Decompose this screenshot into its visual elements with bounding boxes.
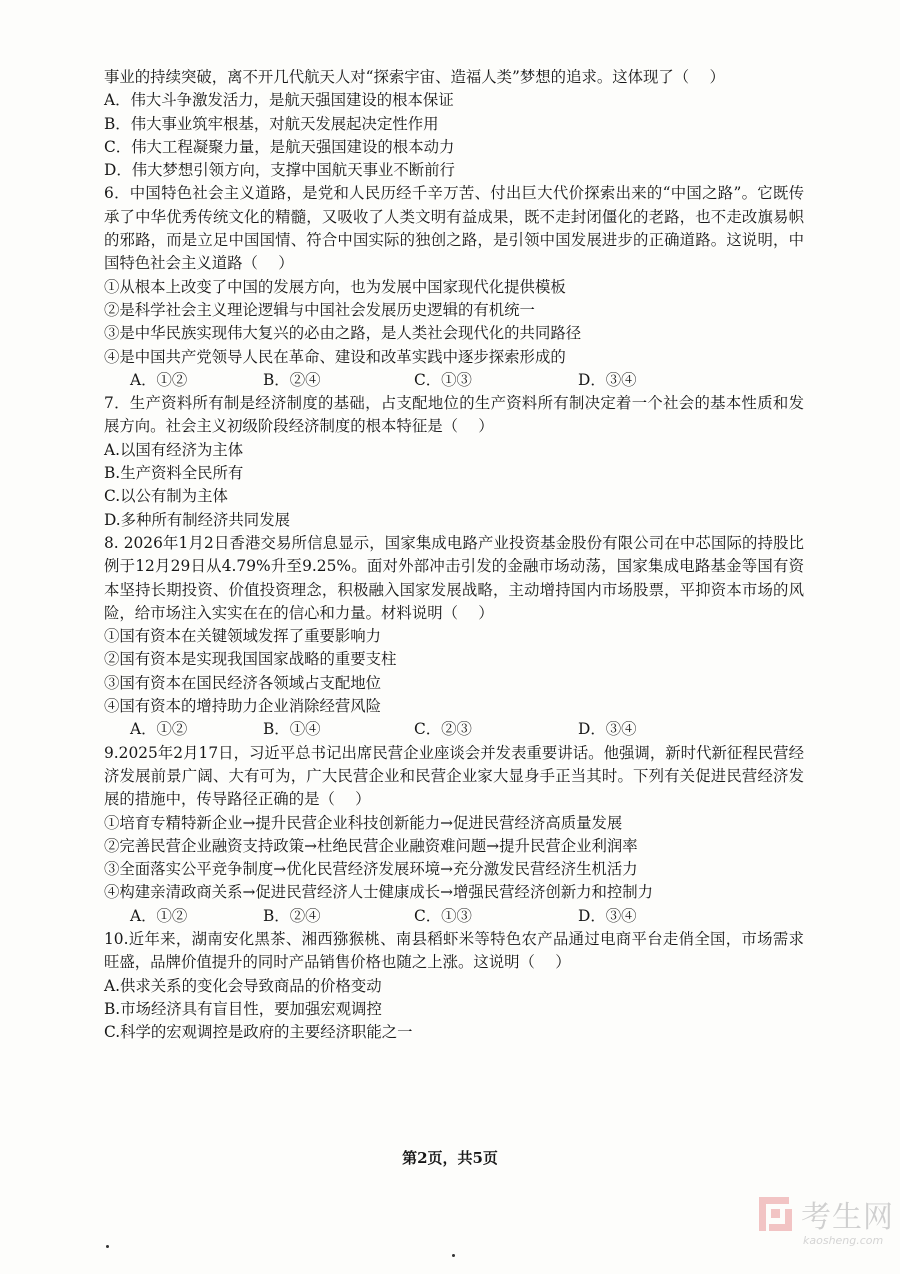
q6-stem: 6．中国特色社会主义道路，是党和人民历经千辛万苦、付出巨大代价探索出来的“中国之路”。它既传承了中华优秀传统文化的精髓，又吸收了人类文明有益成果，既不走封闭僵化的老路，也不走改旗易帜的邪路，而是立足中国国情、符合中国实际的独创之路，是引领中国发展进步的正确道路。这说明，中国特色社会主义道路（ ） [104,184,804,273]
q6-option-a: A．①② [130,370,188,389]
q10-stem: 10.近年来，湖南安化黑茶、湘西猕猴桃、南县稻虾米等特色农产品通过电商平台走俏全国，市场需求旺盛，品牌价值提升的同时产品销售价格也随之上涨。这说明（ ） [104,929,804,972]
q6-option-b: B．②④ [263,370,321,389]
q8-option-b: B．①④ [263,720,321,739]
page-number: 第2页，共5页 [402,1149,498,1167]
q8-item-3: ③国有资本在国民经济各领域占支配地位 [104,673,382,692]
q9-option-b: B．②④ [263,906,321,925]
q9-options [104,905,804,928]
q7-option-b: B.生产资料全民所有 [104,464,244,483]
scan-speck [106,1245,109,1248]
q8-item-1: ①国有资本在关键领域发挥了重要影响力 [104,627,382,646]
page-content [104,66,804,1044]
q9-item-1: ①培育专精特新企业→提升民营企业科技创新能力→促进民营经济高质量发展 [104,813,623,832]
q5-option-d: D．伟大梦想引领方向，支撑中国航天事业不断前行 [104,161,455,180]
q8-option-d: D．③④ [578,720,637,739]
q8-option-a: A．①② [130,720,188,739]
q5-option-a: A．伟大斗争激发活力，是航天强国建设的根本保证 [104,91,454,110]
q6-item-4: ④是中国共产党领导人民在革命、建设和改革实践中逐步探索形成的 [104,347,566,366]
q9-option-a: A．①② [130,906,188,925]
q10-option-a: A.供求关系的变化会导致商品的价格变动 [104,976,382,995]
q6-item-3: ③是中华民族实现伟大复兴的必由之路，是人类社会现代化的共同路径 [104,324,582,343]
q8-option-c: C．②③ [414,720,472,739]
q6-option-c: C．①③ [414,370,472,389]
q7-stem: 7．生产资料所有制是经济制度的基础，占支配地位的生产资料所有制决定着一个社会的基本性质和发展方向。社会主义初级阶段经济制度的根本特征是（ ） [104,394,804,436]
watermark-logo-icon [757,1194,797,1234]
q6-option-d: D．③④ [578,370,637,389]
watermark-url: kaosheng.com [803,1234,884,1247]
q8-options [104,718,804,741]
q10-option-b: B.市场经济具有盲目性，要加强宏观调控 [104,999,382,1018]
q6-options [104,369,804,392]
q5-option-c: C．伟大工程凝聚力量，是航天强国建设的根本动力 [104,137,455,156]
q7-option-c: C.以公有制为主体 [104,487,228,506]
q8-stem: 8. 2026年1月2日香港交易所信息显示，国家集成电路产业投资基金股份有限公司在中芯国际的持股比例于12月29日从4.79%升至9.25%。面对外部冲击引发的金融市场动荡，国家集成电路基金等国有资本坚持长期投资、价值投资理念，积极融入国家发展战略，主动增持国内市场股票，平抑资本市场的风险，给市场注入实实在在的信心和力量。材料说明（ ） [104,533,805,622]
scan-speck [452,1254,455,1257]
watermark [757,1192,897,1262]
q9-stem: 9.2025年2月17日，习近平总书记出席民营企业座谈会并发表重要讲话。他强调，新时代新征程民营经济发展前景广阔、大有可为，广大民营企业和民营企业家大显身手正当其时。下列有关促进民营经济发展的措施中，传导路径正确的是（ ） [104,743,804,809]
q9-option-c: C．①③ [414,906,472,925]
q7-option-a: A.以国有经济为主体 [104,440,244,459]
q8-item-4: ④国有资本的增持助力企业消除经营风险 [104,697,382,716]
q9-item-2: ②完善民营企业融资支持政策→杜绝民营企业融资难问题→提升民营企业利润率 [104,836,638,855]
q9-item-4: ④构建亲清政商关系→促进民营经济人士健康成长→增强民营经济创新力和控制力 [104,883,654,902]
q9-item-3: ③全面落实公平竞争制度→优化民营经济发展环境→充分激发民营经济生机活力 [104,860,638,879]
q8-item-2: ②国有资本是实现我国国家战略的重要支柱 [104,650,397,669]
q7-option-d: D.多种所有制经济共同发展 [104,510,290,529]
q5-option-b: B．伟大事业筑牢根基，对航天发展起决定性作用 [104,114,439,133]
q10-option-c: C.科学的宏观调控是政府的主要经济职能之一 [104,1023,413,1042]
q5-stem-tail: 事业的持续突破，离不开几代航天人对“探索宇宙、造福人类”梦想的追求。这体现了（ ） [104,68,725,86]
q9-option-d: D．③④ [578,906,637,925]
q6-item-1: ①从根本上改变了中国的发展方向，也为发展中国家现代化提供模板 [104,277,566,296]
q6-item-2: ②是科学社会主义理论逻辑与中国社会发展历史逻辑的有机统一 [104,300,535,319]
watermark-name: 考生网 [801,1200,894,1235]
